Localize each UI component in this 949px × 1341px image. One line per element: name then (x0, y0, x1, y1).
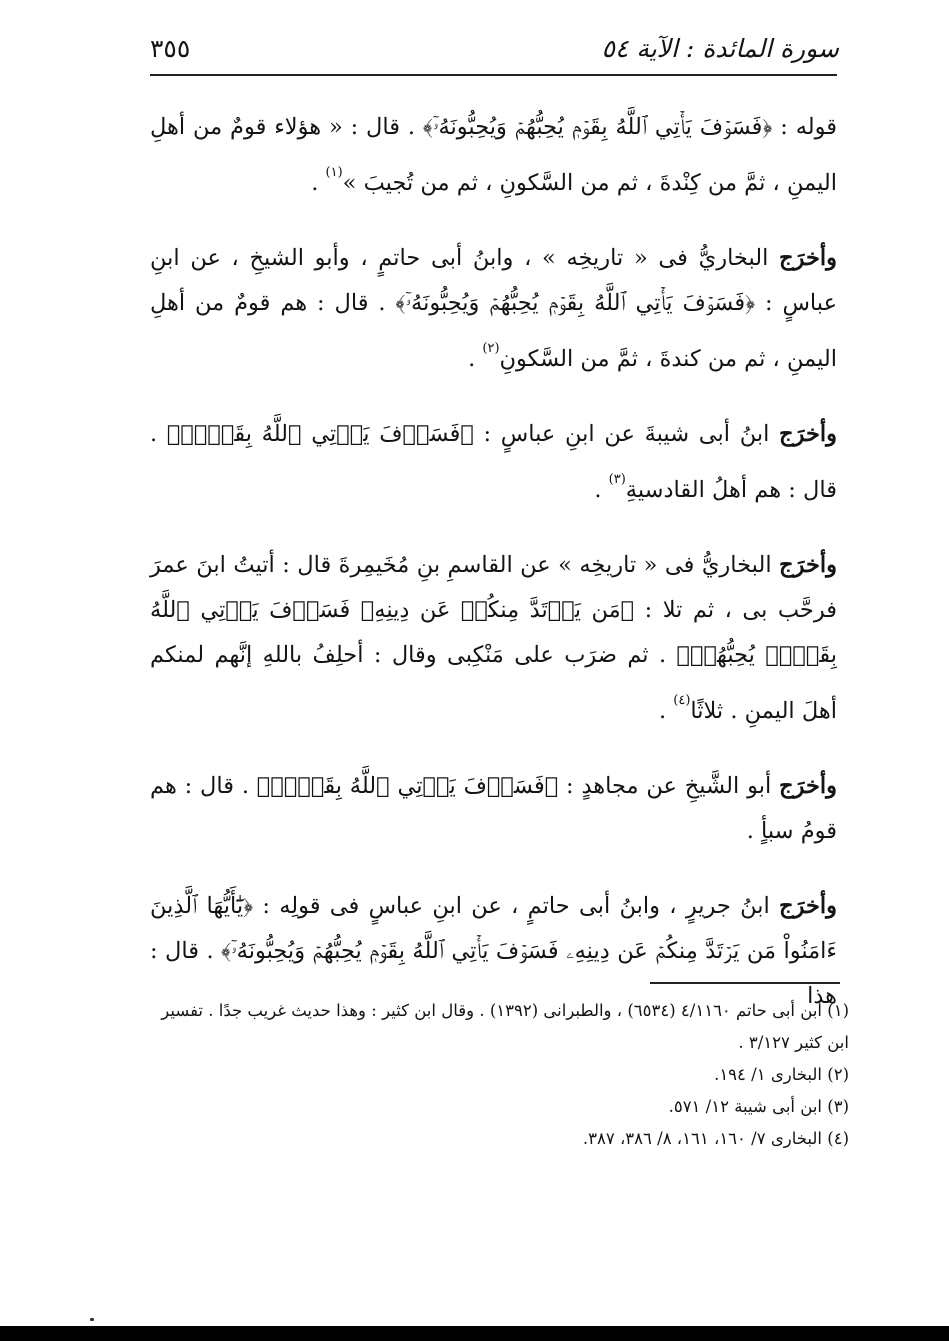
paragraph-lead: وأخرَج (779, 893, 837, 919)
footnote-ref: (٤) (673, 693, 691, 708)
page-header (150, 28, 839, 68)
header-divider (150, 74, 837, 76)
chapter-title: سورة المائدة : الآية ٥٤ (601, 33, 839, 63)
scan-speck (90, 1318, 94, 1321)
footnote-ref: (٣) (608, 472, 626, 487)
main-text (150, 105, 837, 1049)
footnote-3: (٣) ابن أبى شيبة ١٢/ ٥٧١. (668, 1097, 849, 1116)
scan-edge-band (0, 1326, 949, 1341)
paragraph-tail: . (594, 477, 609, 503)
paragraph-lead: وأخرَج (779, 552, 837, 578)
paragraph-tail: . (658, 698, 674, 724)
paragraph-text: البخاريُّ فى « تاريخِه » عن القاسمِ بنِ مُخَيمِرةَ قال : أتيتُ ابنَ عمرَ فرحَّب بى ، ثم تلا : ﴿مَن يَرۡتَدَّ مِنكُمۡ عَن دِينِهِۦ فَسَوۡفَ يَأۡتِي ٱللَّهُ بِقَوۡمٖ يُحِبُّهُمۡ﴾ . ثم ضرَب على مَنْكِبى وقال : أحلِفُ باللهِ إنَّهم لمنكم أهلَ اليمنِ . ثلاثًا (150, 552, 837, 724)
paragraph-text: البخاريُّ فى « تاريخِه » ، وابنُ أبى حاتمٍ ، وأبو الشيخِ ، عن ابنِ عباسٍ : ﴿فَسَوۡفَ يَأۡتِي ٱللَّهُ بِقَوۡمٖ يُحِبُّهُمۡ وَيُحِبُّونَهُۥٓ﴾ . قال : هم قومٌ من أهلِ اليمنِ ، ثم من كندةَ ، ثمَّ من السَّكونِ (150, 245, 837, 372)
footnote-1: (١) ابن أبى حاتم ٤/١١٦٠ (٦٥٣٤) ، والطبرانى (١٣٩٢) . وقال ابن كثير : وهذا حديث غريب جدًا . تفسير ابن كثير ٣/١٢٧ . (161, 1001, 849, 1052)
paragraph-tail: . (468, 346, 483, 372)
paragraph-text: قوله : ﴿فَسَوۡفَ يَأۡتِي ٱللَّهُ بِقَوۡمٖ يُحِبُّهُمۡ وَيُحِبُّونَهُۥٓ﴾ . قال : « هؤلاء قومٌ من أهلِ اليمنِ ، ثمَّ من كِنْدةَ ، ثم من السَّكونِ ، ثم من تُجيبَ » (150, 114, 837, 196)
footnotes (150, 995, 849, 1155)
paragraph-lead: وأخرَج (779, 421, 837, 447)
paragraph-text: ابنُ أبى شيبةَ عن ابنِ عباسٍ : ﴿فَسَوۡفَ يَأۡتِي ٱللَّهُ بِقَوۡمٖ﴾ . قال : هم أهلُ القادسيةِ (150, 421, 837, 503)
page-number: ٣٥٥ (150, 33, 191, 63)
paragraph (150, 412, 837, 513)
paragraph-lead: وأخرَج (779, 773, 837, 799)
paragraph-text: ابنُ جريرٍ ، وابنُ أبى حاتمٍ ، عن ابنِ عباسٍ فى قولِه : ﴿يَٰٓأَيُّهَا ٱلَّذِينَ ءَامَنُواْ مَن يَرۡتَدَّ مِنكُمۡ عَن دِينِهِۦ فَسَوۡفَ يَأۡتِي ٱللَّهُ بِقَوۡمٖ يُحِبُّهُمۡ وَيُحِبُّونَهُۥٓ﴾ . قال : هذا (150, 893, 837, 1009)
paragraph (150, 236, 837, 382)
paragraph-lead: وأخرَج (779, 245, 837, 271)
paragraph-text: أبو الشَّيخِ عن مجاهدٍ : ﴿فَسَوۡفَ يَأۡتِي ٱللَّهُ بِقَوۡمٖ﴾ . قال : هم قومُ سبأٍ . (150, 773, 837, 844)
paragraph-tail: . (311, 170, 326, 196)
footnote-divider (650, 982, 840, 984)
paragraph (150, 764, 837, 854)
footnote-ref: (١) (325, 165, 343, 180)
footnote-4: (٤) البخارى ٧/ ١٦٠، ١٦١، ٨/ ٣٨٦، ٣٨٧. (582, 1129, 849, 1148)
footnote-2: (٢) البخارى ١/ ١٩٤. (714, 1065, 849, 1084)
paragraph (150, 105, 837, 206)
paragraph (150, 543, 837, 734)
footnote-ref: (٢) (482, 341, 500, 356)
